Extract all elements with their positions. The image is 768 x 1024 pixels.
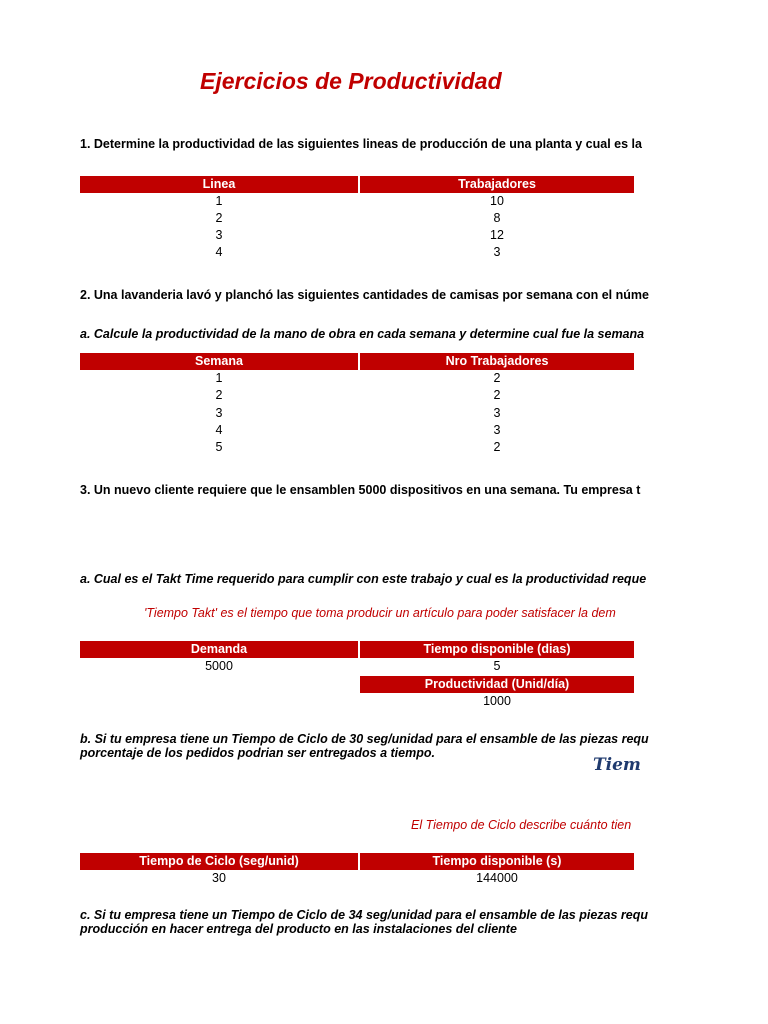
question-3b-line2: porcentaje de los pedidos podrian ser entregados a tiempo. xyxy=(80,746,435,760)
question-3c-line2: producción en hacer entrega del producto en las instalaciones del cliente xyxy=(80,922,517,936)
table1-cell: 4 xyxy=(215,245,223,259)
table3-header-productividad: Productividad (Unid/día) xyxy=(360,676,634,693)
table1-header-linea: Linea xyxy=(80,176,358,193)
tiempo-ciclo-heading: Tiem xyxy=(593,755,641,775)
table4-header-tiempo-ciclo: Tiempo de Ciclo (seg/unid) xyxy=(80,853,358,870)
question-3c-line1: c. Si tu empresa tiene un Tiempo de Ciclo de 34 seg/unidad para el ensamble de las piezas requ xyxy=(80,908,649,922)
table1-header-trabajadores: Trabajadores xyxy=(360,176,634,193)
table1-cell: 3 xyxy=(493,245,501,259)
table2-cell: 2 xyxy=(493,388,501,402)
table3-header-demanda: Demanda xyxy=(80,641,358,658)
table4-cell-tiempo-ciclo: 30 xyxy=(212,871,226,885)
question-2a-text: a. Calcule la productividad de la mano de obra en cada semana y determine cual fue la semana xyxy=(80,327,645,341)
takt-time-note: 'Tiempo Takt' es el tiempo que toma producir un artículo para poder satisfacer la dem xyxy=(144,606,616,620)
question-3-text: 3. Un nuevo cliente requiere que le ensamblen 5000 dispositivos en una semana. Tu empresa t xyxy=(80,483,641,497)
table4-cell-tiempo-disponible: 144000 xyxy=(476,871,518,885)
table2-header-semana: Semana xyxy=(80,353,358,370)
question-1-text: 1. Determine la productividad de las siguientes lineas de producción de una planta y cual es la xyxy=(80,137,642,151)
table2-cell: 2 xyxy=(493,371,501,385)
question-2-text: 2. Una lavanderia lavó y planchó las siguientes cantidades de camisas por semana con el núme xyxy=(80,288,649,302)
table2-cell: 2 xyxy=(493,440,501,454)
table1-cell: 12 xyxy=(490,228,504,242)
table1-cell: 10 xyxy=(490,194,504,208)
page-title: Ejercicios de Productividad xyxy=(200,68,502,94)
table3-cell-demanda: 5000 xyxy=(205,659,233,673)
question-3a-text: a. Cual es el Takt Time requerido para cumplir con este trabajo y cual es la productividad reque xyxy=(80,572,647,586)
question-3b-line1: b. Si tu empresa tiene un Tiempo de Ciclo de 30 seg/unidad para el ensamble de las piezas requ xyxy=(80,732,649,746)
table2-cell: 1 xyxy=(215,371,223,385)
table3-cell-tiempo: 5 xyxy=(493,659,501,673)
table3-cell-productividad: 1000 xyxy=(483,694,511,708)
table2-header-trabajadores: Nro Trabajadores xyxy=(360,353,634,370)
table1-cell: 1 xyxy=(215,194,223,208)
cycle-time-note: El Tiempo de Ciclo describe cuánto tien xyxy=(411,818,632,832)
table1-cell: 2 xyxy=(215,211,223,225)
table2-cell: 4 xyxy=(215,423,223,437)
table1-cell: 3 xyxy=(215,228,223,242)
table1-cell: 8 xyxy=(493,211,501,225)
table2-cell: 5 xyxy=(215,440,223,454)
table4-header-tiempo-disponible: Tiempo disponible (s) xyxy=(360,853,634,870)
table3-header-tiempo-disponible: Tiempo disponible (dias) xyxy=(360,641,634,658)
table2-cell: 3 xyxy=(493,406,501,420)
table2-cell: 3 xyxy=(215,406,223,420)
table2-cell: 3 xyxy=(493,423,501,437)
table2-cell: 2 xyxy=(215,388,223,402)
